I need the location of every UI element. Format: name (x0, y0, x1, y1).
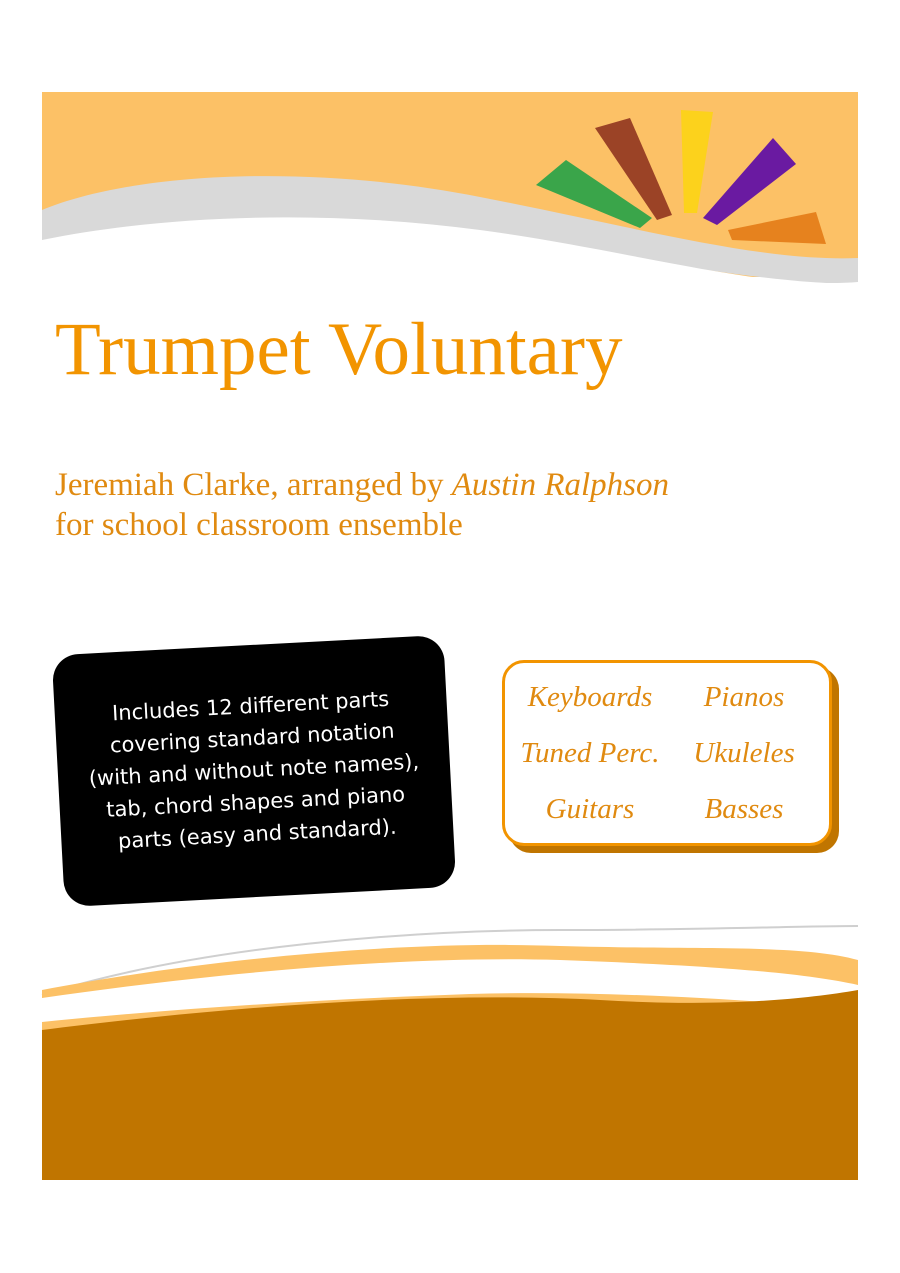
instrument-label: Keyboards (527, 680, 653, 713)
instruments-box (502, 660, 832, 846)
instrument-label: Ukuleles (693, 736, 795, 769)
arranger-name: Austin Ralphson (451, 467, 670, 503)
info-text: Includes 12 different parts covering standard notation (with and without note names), tab, chord shapes and piano parts (easy and standard). (88, 687, 420, 854)
composer-line: Jeremiah Clarke, arranged by (55, 467, 452, 503)
bottom-dark-wave (42, 990, 858, 1180)
page-title: Trumpet Voluntary (55, 308, 623, 391)
instrument-label: Basses (704, 792, 784, 825)
instrument-label: Pianos (703, 680, 785, 713)
subtitle: for school classroom ensemble (55, 507, 463, 544)
instrument-label: Guitars (545, 792, 635, 825)
credit-block (55, 465, 669, 546)
info-box (52, 635, 457, 907)
instrument-label: Tuned Perc. (520, 736, 660, 769)
